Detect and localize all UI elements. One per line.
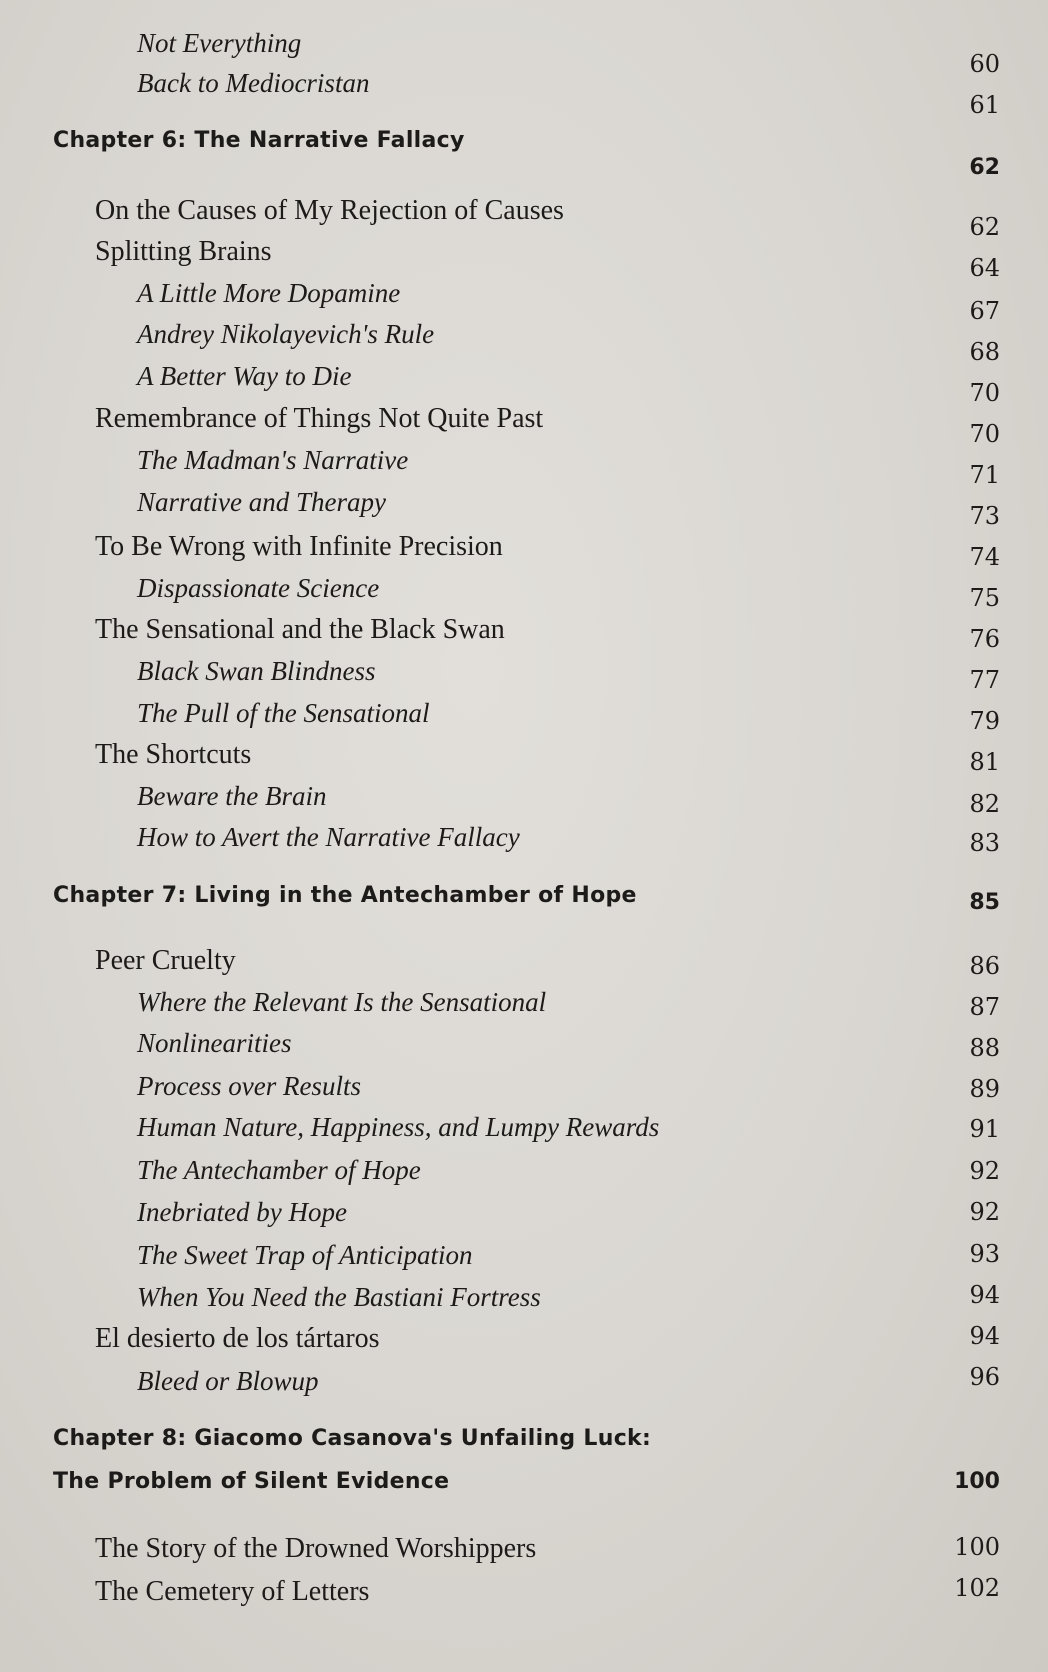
toc-entry-title: The Pull of the Sensational (137, 698, 430, 728)
toc-page-number: 75 (969, 584, 1000, 612)
toc-page-number: 62 (969, 213, 1000, 241)
toc-entry-title: Andrey Nikolayevich's Rule (137, 319, 435, 349)
toc-entry-title: How to Avert the Narrative Fallacy (137, 822, 520, 852)
toc-entry-title: The Problem of Silent Evidence (53, 1469, 450, 1494)
toc-entry-title: Where the Relevant Is the Sensational (137, 987, 547, 1017)
toc-entry-title: The Shortcuts (95, 739, 252, 770)
toc-entry-title: Chapter 7: Living in the Antechamber of Hope (53, 883, 637, 908)
toc-entry-title: Splitting Brains (95, 236, 272, 267)
toc-entry-title: Back to Mediocristan (137, 68, 370, 98)
toc-page-number: 60 (969, 50, 1000, 78)
toc-entry-title: Peer Cruelty (95, 945, 236, 976)
toc-page-number: 81 (969, 748, 1000, 776)
toc-page-number: 102 (954, 1574, 1000, 1602)
toc-page-number: 74 (969, 543, 1000, 571)
toc-page-number: 91 (969, 1115, 1000, 1143)
toc-page-number: 70 (969, 420, 1000, 448)
toc-entry-title: A Little More Dopamine (137, 278, 401, 308)
toc-entry-title: Chapter 6: The Narrative Fallacy (53, 128, 465, 153)
toc-entry-title: Beware the Brain (137, 781, 327, 811)
toc-page-number: 100 (954, 1469, 1000, 1494)
toc-page-number: 92 (969, 1198, 1000, 1226)
toc-entry-title: Bleed or Blowup (137, 1366, 319, 1396)
toc-page-number: 83 (969, 829, 1000, 857)
toc-entry-title: Chapter 8: Giacomo Casanova's Unfailing Luck: (53, 1426, 652, 1451)
toc-entry-title: Human Nature, Happiness, and Lumpy Rewards (137, 1112, 660, 1142)
toc-entry-title: The Sweet Trap of Anticipation (137, 1240, 473, 1270)
toc-page-number: 73 (969, 502, 1000, 530)
toc-page-number: 77 (969, 666, 1000, 694)
toc-page-number: 94 (969, 1322, 1000, 1350)
toc-page-number: 85 (969, 890, 1000, 915)
toc-entry-title: To Be Wrong with Infinite Precision (95, 531, 503, 562)
toc-entry-title: The Story of the Drowned Worshippers (95, 1533, 537, 1564)
toc-entry-title: Nonlinearities (137, 1028, 292, 1058)
toc-entry-title: Narrative and Therapy (137, 487, 386, 517)
toc-entry-title: When You Need the Bastiani Fortress (137, 1282, 541, 1312)
toc-entry-title: Dispassionate Science (137, 573, 380, 603)
toc-page-number: 62 (969, 155, 1000, 180)
toc-page-number: 67 (969, 297, 1000, 325)
toc-entry-title: On the Causes of My Rejection of Causes (95, 195, 564, 226)
toc-entry-title: Black Swan Blindness (137, 656, 376, 686)
toc-entry-title: A Better Way to Die (137, 361, 352, 391)
toc-entry-title: The Antechamber of Hope (137, 1155, 421, 1185)
toc-page-number: 100 (954, 1533, 1000, 1561)
toc-page-number: 89 (969, 1075, 1000, 1103)
toc-entry-title: Process over Results (137, 1071, 361, 1101)
toc-page-number: 82 (969, 790, 1000, 818)
toc-page-number: 76 (969, 625, 1000, 653)
toc-page-number: 70 (969, 379, 1000, 407)
toc-page-number: 87 (969, 993, 1000, 1021)
toc-page-number: 61 (969, 91, 1000, 119)
toc-entry-title: Not Everything (137, 28, 302, 58)
toc-page-number: 88 (969, 1034, 1000, 1062)
toc-page-number: 71 (969, 461, 1000, 489)
toc-page-number: 86 (969, 952, 1000, 980)
toc-page-number: 79 (969, 707, 1000, 735)
toc-entry-title: The Madman's Narrative (137, 445, 409, 475)
toc-entry-title: Inebriated by Hope (137, 1197, 347, 1227)
toc-page-number: 94 (969, 1281, 1000, 1309)
toc-entry-title: El desierto de los tártaros (95, 1323, 380, 1354)
toc-entry-title: The Cemetery of Letters (95, 1576, 370, 1607)
toc-page-number: 68 (969, 338, 1000, 366)
toc-page-number: 64 (969, 254, 1000, 282)
toc-page-number: 92 (969, 1157, 1000, 1185)
toc-entry-title: The Sensational and the Black Swan (95, 614, 505, 645)
toc-page-number: 96 (969, 1363, 1000, 1391)
toc-entry-title: Remembrance of Things Not Quite Past (95, 403, 544, 434)
toc-page-number: 93 (969, 1240, 1000, 1268)
